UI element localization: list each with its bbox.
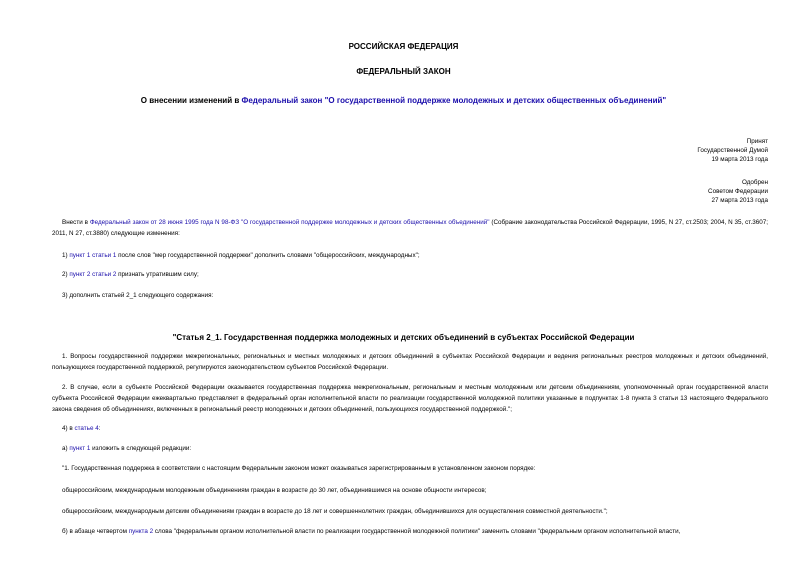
intro-paragraph <box>52 217 768 239</box>
item-4a-suffix: изложить в следующей редакции: <box>90 445 192 452</box>
adopted-date: 19 марта 2013 года <box>711 156 768 163</box>
adopted-label: Принят <box>746 138 768 145</box>
item-4b-link[interactable]: пункта 2 <box>128 528 154 535</box>
item-4a-prefix: а) <box>62 445 70 452</box>
item-4 <box>52 423 768 434</box>
adopted-block <box>697 137 768 164</box>
intro-suffix: (Собрание законодательства Российской Федерации, 1995, N 27, ст.2503; 2004, N 35, ст.3607; 2011, N 27, ст.3880) следующие изменения: <box>52 219 768 237</box>
item-3: 3) дополнить статьей 2_1 следующего содержания: <box>62 292 214 299</box>
adopted-body: Государственной Думой <box>697 147 768 154</box>
header-law-type: ФЕДЕРАЛЬНЫЙ ЗАКОН <box>356 67 451 76</box>
item-1-suffix: после слов "мер государственной поддержки" дополнить словами "общероссийских, международных"; <box>116 252 420 259</box>
document-subtitle <box>0 96 807 105</box>
article-title: "Статья 2_1. Государственная поддержка молодежных и детских объединений в субъектах Российской Федерации <box>172 333 635 342</box>
subtitle-law-link[interactable]: Федеральный закон "О государственной поддержке молодежных и детских общественных объединений" <box>241 96 667 105</box>
approved-body: Советом Федерации <box>708 188 768 195</box>
item-2-suffix: признать утратившим силу; <box>116 271 199 278</box>
item-4a-link[interactable]: пункт 1 <box>69 445 91 452</box>
intro-law-link[interactable]: Федеральный закон от 28 июня 1995 года N 98-ФЗ "О государственной поддержке молодежных и детских общественных объединений" <box>89 219 490 226</box>
subtitle-prefix: О внесении изменений в <box>140 96 242 105</box>
approved-label: Одобрен <box>741 179 768 186</box>
item-4-link[interactable]: статье 4 <box>74 425 99 432</box>
item-1-prefix: 1) <box>62 252 70 259</box>
item-2 <box>52 269 768 280</box>
item-1 <box>52 250 768 261</box>
item-2-prefix: 2) <box>62 271 70 278</box>
item-4-suffix: : <box>98 425 101 432</box>
quoted-clause-1: "1. Государственная поддержка в соответствии с настоящим Федеральным законом может оказываться зарегистрированным в установленном законом порядке: <box>62 465 536 472</box>
article-paragraph-2: 2. В случае, если в субъекте Российской Федерации оказывается государственная поддержка межрегиональным, региональным и местным молодежным или детским объединениям, уполномоченный орган государственной власти субъекта Российской Федерации ежеквартально представляет в федеральный орган исполнительной власти по реализации государственной молодежной политики указанные в подпунктах 1-8 пункта 3 статьи 13 настоящего Федерального закона сведения об объединениях, включенных в региональный реестр молодежных и детских объединений, пользующихся государственной поддержкой."; <box>52 384 768 413</box>
item-2-link[interactable]: пункт 2 статьи 2 <box>69 271 117 278</box>
intro-prefix: Внести в <box>62 219 90 226</box>
item-4a <box>52 443 768 454</box>
approved-date: 27 марта 2013 года <box>711 197 768 204</box>
item-4b <box>52 526 768 537</box>
item-4b-suffix: слова "федеральным органом исполнительной власти по реализации государственной молодежной политики" заменить словами "федеральным органом исполнительной власти, <box>153 528 681 535</box>
approved-block <box>708 178 768 205</box>
quoted-clause-3: общероссийским, международным детским объединениям граждан в возрасте до 18 лет и совершеннолетних граждан, объединившихся для осуществления совместной деятельности."; <box>62 508 608 515</box>
item-4b-prefix: б) в абзаце четвертом <box>62 528 129 535</box>
header-country: РОССИЙСКАЯ ФЕДЕРАЦИЯ <box>348 42 459 51</box>
article-paragraph-1: 1. Вопросы государственной поддержки межрегиональных, региональных и местных молодежных и детских объединений в субъектах Российской Федерации и ведения региональных реестров молодежных и детских объединений, пользующихся государственной поддержкой, регулируются законодательством субъектов Российской Федерации. <box>52 353 768 371</box>
quoted-clause-2: общероссийским, международным молодежным объединениям граждан в возрасте до 30 лет, объединившимся на основе общности интересов; <box>62 487 487 494</box>
item-1-link[interactable]: пункт 1 статьи 1 <box>69 252 117 259</box>
item-4-prefix: 4) в <box>62 425 75 432</box>
